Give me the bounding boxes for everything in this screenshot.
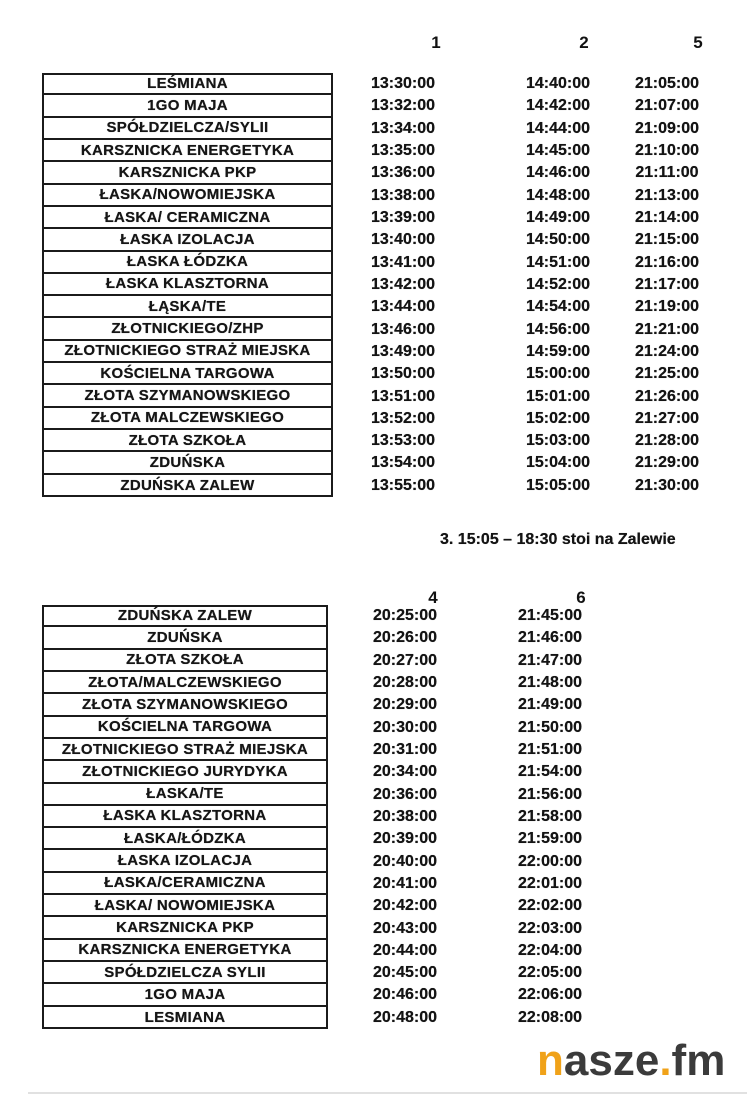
departure-time: 15:00:00: [525, 365, 591, 383]
timetable-row: [42, 739, 732, 761]
departure-time: 14:42:00: [525, 97, 591, 115]
departure-time: 13:49:00: [370, 342, 436, 360]
departure-time: 13:52:00: [370, 409, 436, 427]
departure-time: 22:05:00: [517, 964, 583, 982]
timetable-row: [42, 984, 732, 1006]
logo-text-fm: fm: [671, 1036, 726, 1085]
stop-name-cell: ŁASKA KLASZTORNA: [42, 806, 328, 828]
departure-time: 13:38:00: [370, 186, 436, 204]
timetable-row: [42, 761, 732, 783]
departure-time: 21:25:00: [634, 365, 700, 383]
departure-time: 13:55:00: [370, 476, 436, 494]
timetable-row: [42, 672, 732, 694]
schedule-note: 3. 15:05 – 18:30 stoi na Zalewie: [440, 531, 676, 548]
departure-time: 20:45:00: [372, 964, 438, 982]
departure-time: 22:03:00: [517, 919, 583, 937]
logo-text-asze: asze: [563, 1036, 660, 1085]
departure-time: 20:28:00: [372, 674, 438, 692]
timetable-row: [42, 430, 732, 452]
stop-name-cell: KOŚCIELNA TARGOWA: [42, 717, 328, 739]
timetable-row: [42, 694, 732, 716]
timetable-row: [42, 318, 732, 340]
departure-time: 14:50:00: [525, 231, 591, 249]
stop-name-cell: ŁASKA/ CERAMICZNA: [42, 207, 333, 229]
departure-time: 15:03:00: [525, 432, 591, 450]
timetable-row: [42, 650, 732, 672]
departure-time: 21:09:00: [634, 119, 700, 137]
departure-time: 21:59:00: [517, 830, 583, 848]
stop-name-cell: KARSZNICKA PKP: [42, 917, 328, 939]
timetable-row: [42, 229, 732, 251]
nasze-fm-logo: [537, 1038, 725, 1084]
departure-time: 14:44:00: [525, 119, 591, 137]
departure-time: 15:01:00: [525, 387, 591, 405]
timetable-row: [42, 784, 732, 806]
stop-name-cell: ZDUŃSKA ZALEW: [42, 605, 328, 627]
stop-name-cell: ŁASKA IZOLACJA: [42, 229, 333, 251]
departure-time: 14:48:00: [525, 186, 591, 204]
timetable-row: [42, 408, 732, 430]
stop-name-cell: ZŁOTNICKIEGO/ZHP: [42, 318, 333, 340]
departure-time: 21:16:00: [634, 253, 700, 271]
timetable-row: [42, 363, 732, 385]
stop-name-cell: ZŁOTNICKIEGO STRAŻ MIEJSKA: [42, 739, 328, 761]
departure-time: 22:04:00: [517, 941, 583, 959]
departure-time: 20:31:00: [372, 741, 438, 759]
departure-time: 20:29:00: [372, 696, 438, 714]
departure-time: 13:54:00: [370, 454, 436, 472]
departure-time: 21:51:00: [517, 741, 583, 759]
departure-time: 22:08:00: [517, 1008, 583, 1026]
departure-time: 15:04:00: [525, 454, 591, 472]
departure-time: 21:27:00: [634, 409, 700, 427]
course-number: 6: [576, 588, 586, 607]
stop-name-cell: ŁASKA ŁÓDZKA: [42, 252, 333, 274]
departure-time: 21:54:00: [517, 763, 583, 781]
departure-time: 20:43:00: [372, 919, 438, 937]
departure-time: 20:25:00: [372, 607, 438, 625]
timetable-row: [42, 341, 732, 363]
departure-time: 21:17:00: [634, 275, 700, 293]
stop-name-cell: ZŁOTA/MALCZEWSKIEGO: [42, 672, 328, 694]
stop-name-cell: 1GO MAJA: [42, 984, 328, 1006]
departure-time: 21:14:00: [634, 209, 700, 227]
departure-time: 21:48:00: [517, 674, 583, 692]
timetable-table-2: [42, 605, 732, 1029]
timetable-row: [42, 385, 732, 407]
departure-time: 20:41:00: [372, 874, 438, 892]
departure-time: 13:34:00: [370, 119, 436, 137]
departure-time: 21:05:00: [634, 75, 700, 93]
departure-time: 21:10:00: [634, 142, 700, 160]
timetable-row: [42, 1007, 732, 1029]
timetable-row: [42, 895, 732, 917]
departure-time: 21:13:00: [634, 186, 700, 204]
departure-time: 14:52:00: [525, 275, 591, 293]
stop-name-cell: ZŁOTA MALCZEWSKIEGO: [42, 408, 333, 430]
departure-time: 13:30:00: [370, 75, 436, 93]
stop-name-cell: ZŁOTNICKIEGO STRAŻ MIEJSKA: [42, 341, 333, 363]
timetable-row: [42, 452, 732, 474]
departure-time: 13:40:00: [370, 231, 436, 249]
departure-time: 13:35:00: [370, 142, 436, 160]
departure-time: 21:15:00: [634, 231, 700, 249]
timetable-row: [42, 806, 732, 828]
departure-time: 15:05:00: [525, 476, 591, 494]
departure-time: 13:32:00: [370, 97, 436, 115]
course-number: 2: [579, 33, 589, 52]
stop-name-cell: 1GO MAJA: [42, 95, 333, 117]
departure-time: 14:45:00: [525, 142, 591, 160]
course-headers-table-1: [0, 33, 747, 53]
timetable-row: [42, 717, 732, 739]
departure-time: 20:48:00: [372, 1008, 438, 1026]
departure-time: 14:56:00: [525, 320, 591, 338]
departure-time: 14:49:00: [525, 209, 591, 227]
departure-time: 20:44:00: [372, 941, 438, 959]
departure-time: 13:51:00: [370, 387, 436, 405]
timetable-row: [42, 95, 732, 117]
course-number: 1: [431, 33, 441, 52]
stop-name-cell: SPÓŁDZIELCZA SYLII: [42, 962, 328, 984]
timetable-row: [42, 605, 732, 627]
departure-time: 20:30:00: [372, 718, 438, 736]
timetable-rows: [42, 73, 732, 497]
timetable-row: [42, 962, 732, 984]
timetable-row: [42, 873, 732, 895]
departure-time: 20:40:00: [372, 852, 438, 870]
departure-time: 21:49:00: [517, 696, 583, 714]
departure-time: 14:46:00: [525, 164, 591, 182]
departure-time: 15:02:00: [525, 409, 591, 427]
timetable-row: [42, 274, 732, 296]
stop-name-cell: KARSZNICKA PKP: [42, 162, 333, 184]
departure-time: 21:46:00: [517, 629, 583, 647]
stop-name-cell: ZŁOTA SZYMANOWSKIEGO: [42, 385, 333, 407]
departure-time: 13:46:00: [370, 320, 436, 338]
departure-time: 14:51:00: [525, 253, 591, 271]
departure-time: 22:01:00: [517, 874, 583, 892]
scan-artifact-line: [28, 1092, 747, 1094]
departure-time: 13:36:00: [370, 164, 436, 182]
departure-time: 21:30:00: [634, 476, 700, 494]
stop-name-cell: LESMIANA: [144, 1009, 226, 1027]
stop-name-cell: ZŁOTA SZYMANOWSKIEGO: [42, 694, 328, 716]
departure-time: 14:40:00: [525, 75, 591, 93]
departure-time: 20:26:00: [372, 629, 438, 647]
stop-name-cell: ZŁOTA SZKOŁA: [42, 430, 333, 452]
departure-time: 20:39:00: [372, 830, 438, 848]
stop-name-cell: ZDUŃSKA: [42, 452, 333, 474]
timetable-row: [42, 162, 732, 184]
departure-time: 20:38:00: [372, 807, 438, 825]
timetable-row: [42, 140, 732, 162]
stop-name-cell: ŁASKA KLASZTORNA: [42, 274, 333, 296]
departure-time: 20:42:00: [372, 897, 438, 915]
departure-time: 21:21:00: [634, 320, 700, 338]
timetable-row: [42, 207, 732, 229]
stop-name-cell: SPÓŁDZIELCZA/SYLII: [42, 118, 333, 140]
stop-name-cell: KARSZNICKA ENERGETYKA: [42, 140, 333, 162]
timetable-row: [42, 73, 732, 95]
stop-name-cell: LEŚMIANA: [42, 73, 333, 95]
departure-time: 13:41:00: [370, 253, 436, 271]
timetable-row: [42, 118, 732, 140]
departure-time: 21:58:00: [517, 807, 583, 825]
stop-name-cell: ŁASKA/NOWOMIEJSKA: [42, 185, 333, 207]
departure-time: 21:19:00: [634, 298, 700, 316]
stop-name-cell: KARSZNICKA ENERGETYKA: [42, 940, 328, 962]
departure-time: 21:26:00: [634, 387, 700, 405]
departure-time: 20:27:00: [372, 651, 438, 669]
timetable-row: [42, 940, 732, 962]
departure-time: 21:45:00: [517, 607, 583, 625]
logo-letter-n: n: [537, 1036, 564, 1085]
stop-name-cell: ŁASKA/CERAMICZNA: [42, 873, 328, 895]
stop-name-cell: ŁASKA/ŁÓDZKA: [42, 828, 328, 850]
timetable-row: [42, 917, 732, 939]
stop-name-cell: ŁASKA/ NOWOMIEJSKA: [42, 895, 328, 917]
timetable-row: [42, 185, 732, 207]
stop-name-cell: ZŁOTNICKIEGO JURYDYKA: [42, 761, 328, 783]
departure-time: 21:11:00: [635, 164, 699, 182]
departure-time: 21:56:00: [517, 785, 583, 803]
logo-dot: .: [659, 1036, 672, 1085]
timetable-row: [42, 828, 732, 850]
course-number: 5: [693, 33, 703, 52]
departure-time: 21:28:00: [634, 432, 700, 450]
departure-time: 20:46:00: [372, 986, 438, 1004]
timetable-row: [42, 475, 732, 497]
course-number: 4: [428, 588, 438, 607]
stop-name-cell: ŁASKA/TE: [42, 784, 328, 806]
stop-name-cell: KOŚCIELNA TARGOWA: [42, 363, 333, 385]
timetable-row: [42, 627, 732, 649]
timetable-rows: [42, 605, 732, 1029]
departure-time: 21:50:00: [517, 718, 583, 736]
stop-name-cell: ŁASKA IZOLACJA: [42, 850, 328, 872]
departure-time: 21:24:00: [634, 342, 700, 360]
departure-time: 20:34:00: [372, 763, 438, 781]
departure-time: 21:07:00: [634, 97, 700, 115]
stop-name-cell: ZDUŃSKA ZALEW: [120, 477, 255, 495]
departure-time: 13:53:00: [370, 432, 436, 450]
departure-time: 14:54:00: [525, 298, 591, 316]
departure-time: 21:29:00: [634, 454, 700, 472]
departure-time: 22:02:00: [517, 897, 583, 915]
timetable-row: [42, 296, 732, 318]
timetable-row: [42, 850, 732, 872]
departure-time: 13:44:00: [370, 298, 436, 316]
stop-name-cell: ZŁOTA SZKOŁA: [42, 650, 328, 672]
stop-name-cell: ZDUŃSKA: [42, 627, 328, 649]
timetable-table-1: [42, 73, 732, 497]
departure-time: 13:50:00: [370, 365, 436, 383]
departure-time: 22:00:00: [517, 852, 583, 870]
departure-time: 22:06:00: [517, 986, 583, 1004]
departure-time: 13:39:00: [370, 209, 436, 227]
departure-time: 13:42:00: [370, 275, 436, 293]
departure-time: 20:36:00: [372, 785, 438, 803]
timetable-row: [42, 252, 732, 274]
stop-name-cell: ŁĄSKA/TE: [42, 296, 333, 318]
departure-time: 21:47:00: [517, 651, 583, 669]
departure-time: 14:59:00: [525, 342, 591, 360]
